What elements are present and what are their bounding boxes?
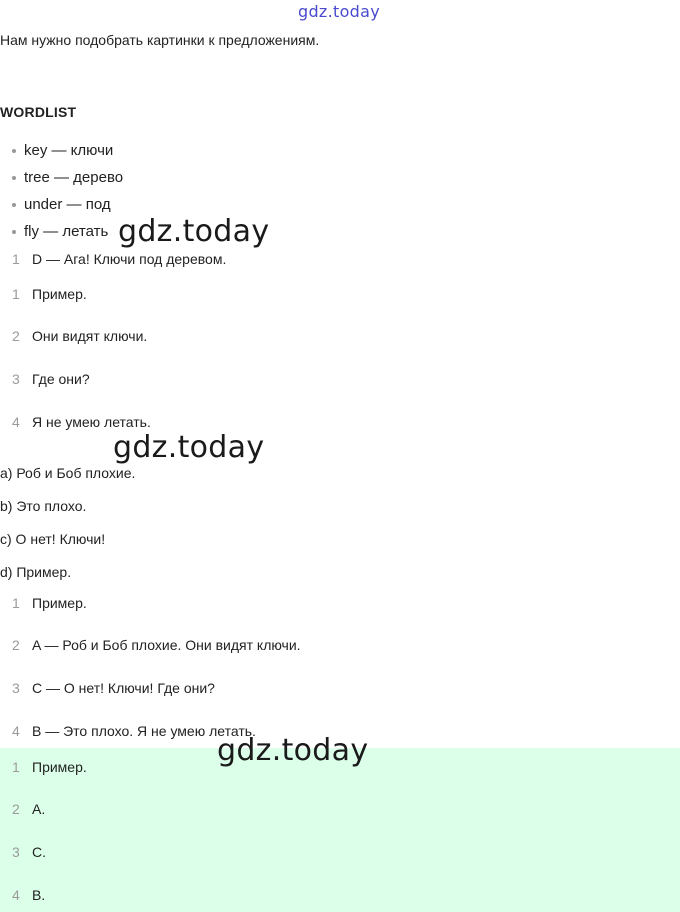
watermark: gdz.today	[113, 430, 265, 465]
sentence-row: 4 Я не умею летать.	[12, 414, 151, 430]
bullet-icon	[12, 230, 16, 234]
answer-row: 4 B.	[12, 887, 46, 903]
answer-row: 2 A.	[12, 801, 46, 817]
bullet-icon	[12, 203, 16, 207]
sentence-row: 2 Они видят ключи.	[12, 328, 148, 344]
answer-highlight-block	[0, 748, 680, 912]
wordlist-item: under — под	[12, 196, 111, 213]
match-row: 1 Пример.	[12, 595, 87, 611]
match-row: 2 A — Роб и Боб плохие. Они видят ключи.	[12, 637, 301, 653]
answer-row: 3 C.	[12, 844, 46, 860]
picture-caption: a) Роб и Боб плохие.	[0, 465, 136, 481]
sentence-row: 1 Пример.	[12, 286, 87, 302]
wordlist-heading: WORDLIST	[0, 104, 77, 120]
wordlist-item: tree — дерево	[12, 169, 123, 186]
example-answer-row: 1 D — Ага! Ключи под деревом.	[12, 251, 227, 267]
watermark: gdz.today	[118, 214, 270, 249]
bullet-icon	[12, 149, 16, 153]
watermark: gdz.today	[217, 733, 369, 768]
sentence-row: 3 Где они?	[12, 371, 90, 387]
bullet-icon	[12, 176, 16, 180]
wordlist-item: key — ключи	[12, 142, 113, 159]
answer-row: 1 Пример.	[12, 759, 87, 775]
intro-text: Нам нужно подобрать картинки к предложениям.	[0, 32, 320, 48]
match-row: 4 B — Это плохо. Я не умею летать.	[12, 723, 256, 739]
picture-caption: d) Пример.	[0, 564, 72, 580]
match-row: 3 C — О нет! Ключи! Где они?	[12, 680, 215, 696]
watermark-top: gdz.today	[298, 2, 380, 21]
picture-caption: c) О нет! Ключи!	[0, 531, 106, 547]
picture-caption: b) Это плохо.	[0, 498, 87, 514]
wordlist-item: fly — летать	[12, 223, 108, 240]
